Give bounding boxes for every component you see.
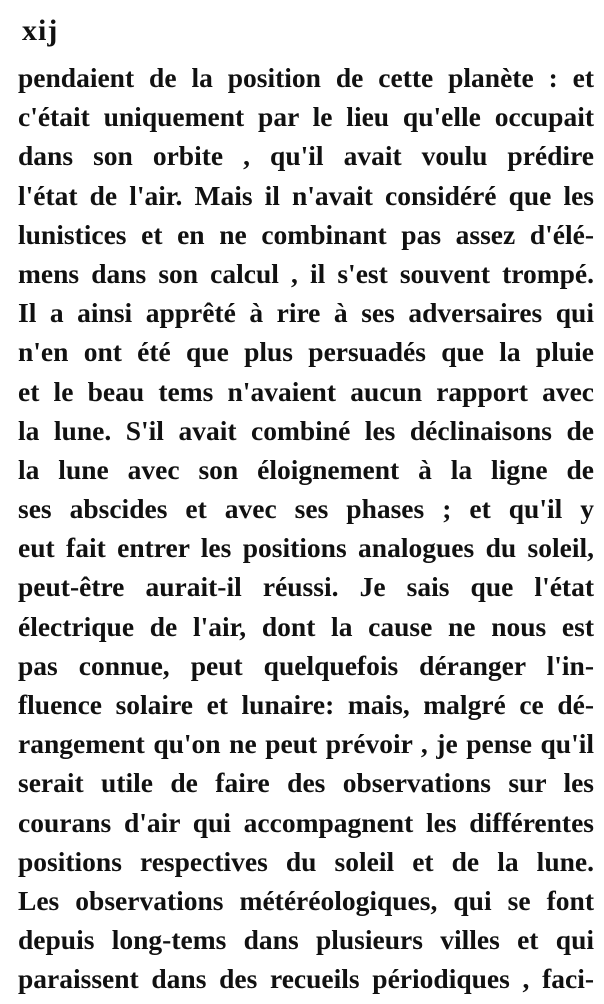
text-line: et le beau tems n'avaient aucun rapport avec — [18, 375, 594, 407]
text-line: l'état de l'air. Mais il n'avait considéré que les — [18, 179, 594, 211]
body-text — [18, 58, 594, 999]
text-line: mens dans son calcul , il s'est souvent trompé. — [18, 257, 594, 289]
text-line: dans son orbite , qu'il avait voulu prédire — [18, 140, 594, 172]
text-line: pas connue, peut quelquefois déranger l'in- — [18, 649, 594, 681]
text-line: électrique de l'air, dont la cause ne nous est — [18, 610, 594, 642]
text-line: paraissent dans des recueils périodiques , faci- — [18, 963, 594, 995]
text-line: c'était uniquement par le lieu qu'elle occupait — [18, 101, 594, 133]
text-line: ses abscides et avec ses phases ; et qu'il y — [18, 493, 594, 525]
text-line: pendaient de la position de cette planète : et — [18, 62, 594, 93]
text-line: positions respectives du soleil et de la lune. — [18, 845, 594, 877]
text-line: la lune avec son éloignement à la ligne de — [18, 453, 594, 485]
text-line: Il a ainsi apprêté à rire à ses adversaires qui — [18, 297, 594, 329]
text-line: lunistices et en ne combinant pas assez d'élé- — [18, 218, 594, 250]
text-line: Les observations météréologiques, qui se font — [18, 884, 594, 916]
text-line: la lune. S'il avait combiné les déclinaisons de — [18, 414, 594, 446]
page-number: xij — [22, 14, 59, 47]
text-line: fluence solaire et lunaire: mais, malgré ce dé- — [18, 689, 594, 720]
text-line: peut-être aurait-il réussi. Je sais que l'état — [18, 571, 594, 603]
text-line: serait utile de faire des observations sur les — [18, 767, 594, 799]
text-line: courans d'air qui accompagnent les différentes — [18, 806, 594, 838]
text-line: rangement qu'on ne peut prévoir , je pense qu'il — [18, 728, 594, 760]
text-line: eut fait entrer les positions analogues du soleil, — [18, 532, 594, 564]
text-line: depuis long-tems dans plusieurs villes et qui — [18, 924, 594, 956]
text-line: n'en ont été que plus persuadés que la pluie — [18, 336, 594, 368]
